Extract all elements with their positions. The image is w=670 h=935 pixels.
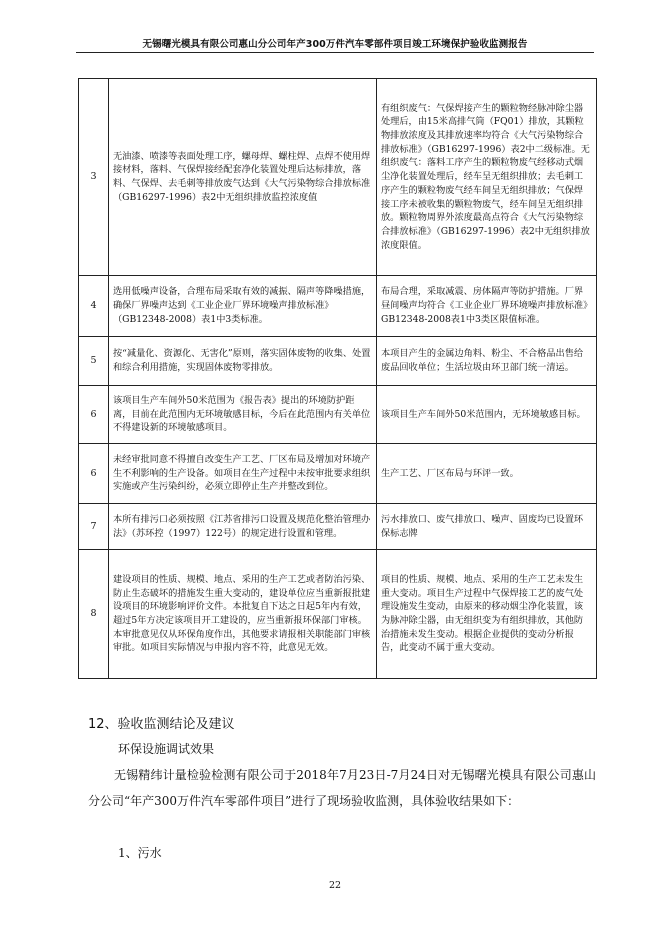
table-row [79,444,597,504]
implementation-cell: 该项目生产车间外50米范围内，无环境敏感目标。 [377,386,597,444]
table-row [79,504,597,550]
requirement-cell: 未经审批同意不得擅自改变生产工艺、厂区布局及增加对环境产生不利影响的生产设备。如项目在生产过程中未按审批要求组织实施或产生污染纠纷，必须立即停止生产并整改到位。 [109,444,377,504]
implementation-cell: 污水排放口、废气排放口、噪声、固废均已设置环保标志牌 [377,504,597,550]
page-number: 22 [328,880,342,891]
row-number: 6 [79,444,109,504]
table-row [79,276,597,337]
requirement-cell: 该项目生产车间外50米范围为《报告表》提出的环境防护距离，目前在此范围内无环境敏感目标，今后在此范围内有关单位不得建设新的环境敏感项目。 [109,386,377,444]
table-row [79,386,597,444]
requirement-cell: 按“减量化、资源化、无害化”原则，落实固体废物的收集、处置和综合利用措施，实现固体废物零排放。 [109,337,377,386]
row-number: 3 [79,79,109,276]
table-row [79,550,597,679]
section-body: 无锡精纬计量检验检测有限公司于2018年7月23日-7月24日对无锡曙光模具有限公司惠山分公司“年产300万件汽车零部件项目”进行了现场验收监测，具体验收结果如下： [88,768,596,808]
implementation-cell: 本项目产生的金属边角料、粉尘、不合格品出售给废品回收单位；生活垃圾由环卫部门统一清运。 [377,337,597,386]
requirements-table [78,78,597,679]
section-item: 1、污水 [118,846,162,860]
implementation-cell: 有组织废气：气保焊接产生的颗粒物经脉冲除尘器处理后，由15米高排气筒（FQ01）排放，其颗粒物排放浓度及其排放速率均符合《大气污染物综合排放标准》（GB16297-1996）表2中二级标准。无组织废气：落料工序产生的颗粒物废气经移动式烟尘净化装置处理后，经车呈无组织排放；去毛刺工序产生的颗粒物废气经车间呈无组织排放；气保焊接工序未被收集的颗粒物废气，经车间呈无组织排放。颗粒物周界外浓度最高点符合《大气污染物综合排放标准》（GB16297-1996）表2中无组织排放浓度限值。 [377,79,597,276]
row-number: 8 [79,550,109,679]
row-number: 4 [79,276,109,337]
page-header-title: 无锡曙光模具有限公司惠山分公司年产300万件汽车零部件项目竣工环境保护验收监测报告 [142,39,528,50]
row-number: 6 [79,386,109,444]
implementation-cell: 布局合理，采取减震、房体隔声等防护措施。厂界昼间噪声均符合《工业企业厂界环境噪声排放标准》GB12348-2008表1中3类区限值标准。 [377,276,597,337]
requirement-cell: 本所有排污口必须按照《江苏省排污口设置及规范化整治管理办法》（苏环控（1997）122号）的规定进行设置和管理。 [109,504,377,550]
implementation-cell: 生产工艺、厂区布局与环评一致。 [377,444,597,504]
requirement-cell: 选用低噪声设备，合理布局采取有效的减振、隔声等降噪措施，确保厂界噪声达到《工业企业厂界环境噪声排放标准》（GB12348-2008）表1中3类标准。 [109,276,377,337]
requirement-cell: 无油漆、喷漆等表面处理工序，螺母焊、螺柱焊、点焊不使用焊接材料，落料、气保焊接经配套净化装置处理后达标排放，落料、气保焊、去毛刺等排放废气达到《大气污染物综合排放标准（GB16297-1996）表2中无组织排放监控浓度值 [109,79,377,276]
section-title: 12、验收监测结论及建议 [88,717,235,732]
requirement-cell: 建设项目的性质、规模、地点、采用的生产工艺或者防治污染、防止生态破坏的措施发生重大变动的，建设单位应当重新报批建设项目的环境影响评价文件。本批复自下达之日起5年内有效，超过5年方决定该项目开工建设的，应当重新报环保部门审核。本审批意见仅从环保角度作出，其他要求请报相关职能部门审核审批。如项目实际情况与申报内容不符，此意见无效。 [109,550,377,679]
row-number: 5 [79,337,109,386]
table-row [79,79,597,276]
row-number: 7 [79,504,109,550]
implementation-cell: 项目的性质、规模、地点、采用的生产工艺未发生重大变动。项目生产过程中气保焊接工艺的废气处理设施发生变动，由原来的移动烟尘净化装置，该为脉冲除尘器，由无组织变为有组织排放，其他防治措施未发生变动。根据企业提供的变动分析报告，此变动不属于重大变动。 [377,550,597,679]
header-divider [76,52,594,53]
section-subtitle: 环保设施调试效果 [118,742,215,756]
table-row [79,337,597,386]
